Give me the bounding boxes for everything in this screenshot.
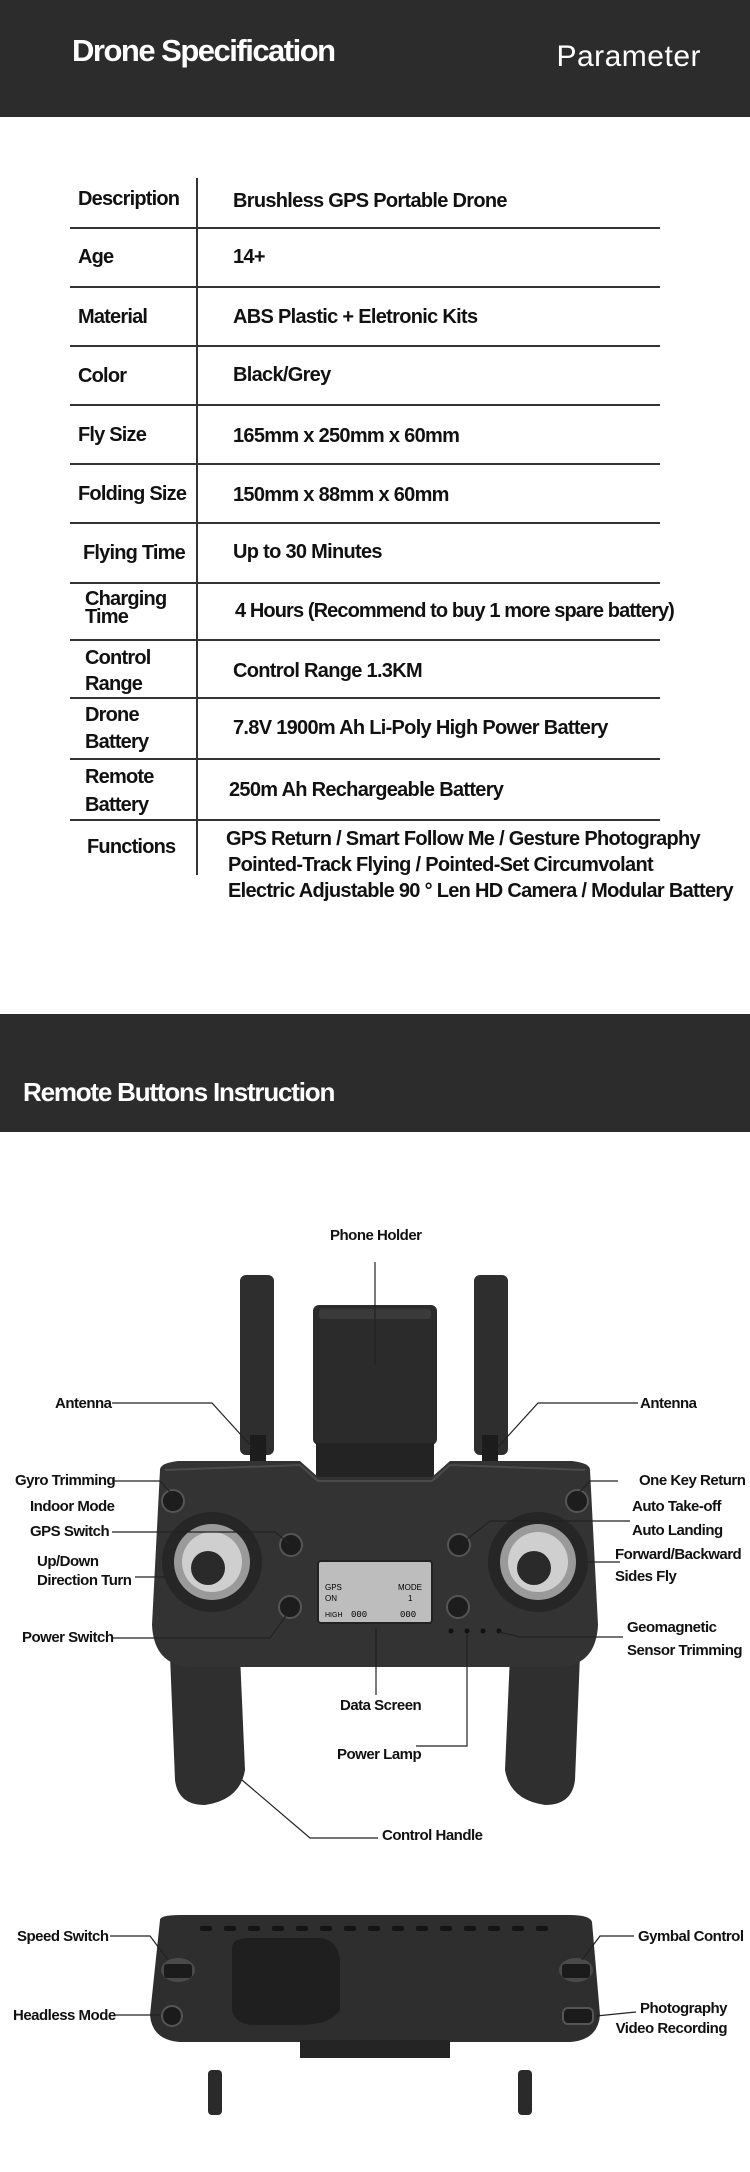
row-rule [70,345,660,347]
control-handle-right [505,1655,580,1805]
row-rule [70,286,660,288]
label-one-key-return: One Key Return [639,1472,746,1489]
label-gyro-trimming: Gyro Trimming [15,1472,116,1489]
label-power-switch: Power Switch [22,1629,114,1646]
screen-high: HIGH [325,1612,343,1619]
row-rule [70,582,660,584]
label-auto-takeoff: Auto Take-off [632,1498,722,1515]
table-divider [196,178,198,875]
label-sides-fly: Sides Fly [615,1568,677,1585]
spec-label: Age [78,246,114,268]
spec-table [0,0,750,900]
spec-value: 150mm x 88mm x 60mm [233,484,449,506]
power-button-icon [279,1596,301,1618]
label-photography: Photography [640,2000,727,2017]
label-power-lamp: Power Lamp [337,1746,422,1763]
row-rule [70,227,660,229]
handle-clip-icon [232,1938,340,2025]
spec-value: Electric Adjustable 90 ° Len HD Camera / Modular Battery [228,880,733,902]
label-forward-backward: Forward/Backward [615,1546,742,1563]
spec-value: 250m Ah Rechargeable Battery [229,779,504,801]
geo-trim-button-icon [447,1596,469,1618]
spec-label: Flying Time [83,542,185,564]
spec-value: Up to 30 Minutes [233,541,382,563]
label-auto-landing: Auto Landing [632,1522,723,1539]
label-gps-switch: GPS Switch [30,1523,110,1540]
remote-header [0,1014,750,1132]
spec-label: Control Range [85,647,151,695]
spec-label: Charging Time [85,588,167,628]
screen-value-2: 000 [400,1610,417,1620]
screen-gps: GPS [325,1583,342,1592]
spec-value: 7.8V 1900m Ah Li-Poly High Power Battery [233,717,608,739]
row-rule [70,463,660,465]
spec-label: Drone Battery [85,704,149,753]
gyro-trim-button-icon [162,1490,184,1512]
row-rule [70,404,660,406]
spec-value: GPS Return / Smart Follow Me / Gesture Photography [226,828,700,850]
label-geomagnetic: Geomagnetic [627,1619,717,1636]
row-rule [70,819,660,821]
remote-title: Remote Buttons Instruction [23,1077,335,1107]
spec-label: Material [78,306,148,328]
row-rule [70,639,660,641]
spec-value: 14+ [233,246,265,268]
label-speed-switch: Speed Switch [17,1928,109,1945]
spec-label: Description [78,188,180,210]
antenna-right-icon [474,1275,508,1455]
label-up-down: Up/Down [37,1553,99,1570]
label-direction-turn: Direction Turn [37,1572,132,1589]
label-data-screen: Data Screen [340,1697,422,1714]
label-indoor-mode: Indoor Mode [30,1498,115,1515]
spec-title: Drone Specification [72,33,335,68]
spec-value: Black/Grey [233,364,331,386]
spec-value: Control Range 1.3KM [233,660,422,682]
remote-top-body [150,1915,600,2042]
screen-mode: MODE [398,1583,422,1592]
antenna-left-icon [240,1275,274,1455]
row-rule [70,697,660,699]
label-gimbal-control: Gymbal Control [638,1928,744,1945]
spec-subtitle: Parameter [556,40,701,73]
spec-value: 4 Hours (Recommend to buy 1 more spare battery) [235,600,674,622]
label-sensor-trimming: Sensor Trimming [627,1642,743,1659]
spec-label: Fly Size [78,424,147,446]
screen-mode-value: 1 [408,1594,413,1603]
screen-on: ON [325,1594,337,1603]
row-rule [70,522,660,524]
photo-video-button-icon [563,2008,593,2024]
spec-label: Folding Size [78,483,187,505]
label-antenna-right: Antenna [640,1395,697,1412]
label-phone-holder: Phone Holder [330,1227,422,1244]
spec-label: Functions [87,836,176,858]
row-rule [70,758,660,760]
return-button-icon [566,1490,588,1512]
spec-value: Brushless GPS Portable Drone [233,190,507,212]
spec-value: 165mm x 250mm x 60mm [233,425,460,447]
screen-value-1: 000 [351,1610,368,1620]
spec-value: ABS Plastic + Eletronic Kits [233,306,478,328]
spec-label: Color [78,365,127,387]
label-antenna-left: Antenna [55,1395,112,1412]
spec-value: Pointed-Track Flying / Pointed-Set Circumvolant [228,854,653,876]
label-video-recording: Video Recording [615,2020,727,2037]
takeoff-button-icon [448,1534,470,1556]
label-headless-mode: Headless Mode [13,2007,116,2024]
control-handle-left [170,1655,245,1805]
label-control-handle: Control Handle [382,1827,483,1844]
headless-button-icon [162,2006,182,2026]
spec-label: Remote Battery [85,766,154,816]
